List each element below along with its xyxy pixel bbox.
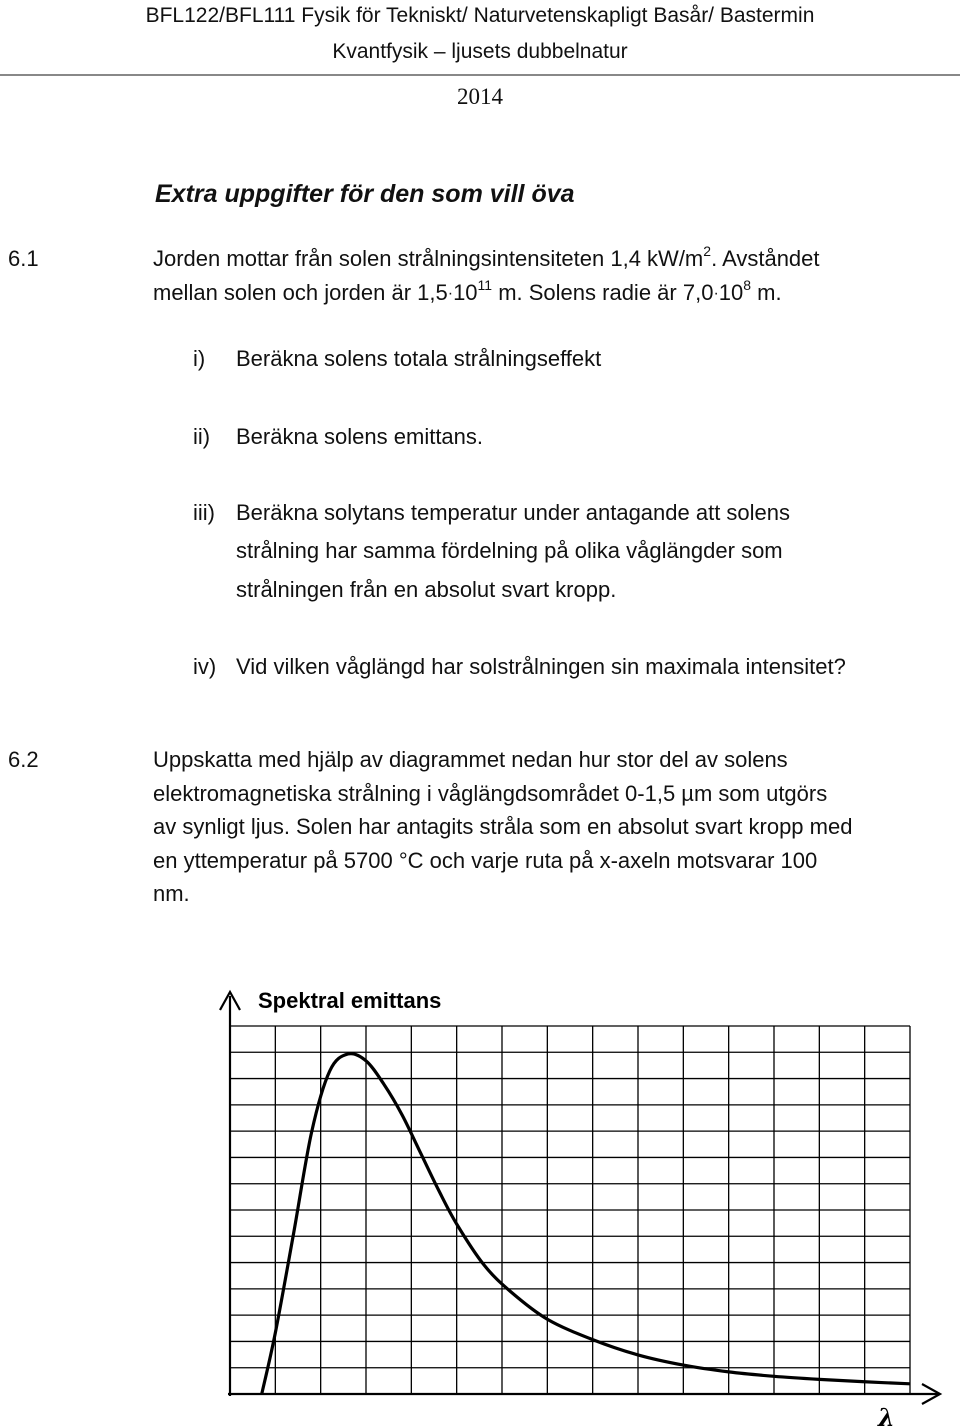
- header-divider: [0, 74, 960, 76]
- problem-62-line-1: Uppskatta med hjälp av diagrammet nedan hur stor del av solens: [153, 747, 788, 772]
- superscript: 8: [743, 276, 752, 293]
- problem-61-text: . Avståndet: [711, 246, 820, 271]
- chart-axes: [220, 992, 940, 1404]
- section-title: Extra uppgifter för den som vill öva: [155, 180, 575, 208]
- item-i-label: i): [193, 346, 206, 371]
- topic-header: Kvantfysik – ljusets dubbelnatur: [332, 40, 628, 63]
- problem-62-line-2: elektromagnetiska strålning i våglängdsområdet 0-1,5 µm som utgörs: [153, 781, 828, 806]
- item-iii-text-line-2: strålning har samma fördelning på olika våglängder som: [236, 538, 783, 563]
- item-iv-text: Vid vilken våglängd har solstrålningen sin maximala intensitet?: [236, 654, 846, 679]
- problem-61-text: 10: [718, 280, 744, 305]
- problem-61-text: m. Solens radie är 7,0: [492, 280, 714, 305]
- problem-61-text: mellan solen och jorden är 1,5: [153, 280, 448, 305]
- item-iii-text-line-3: strålningen från en absolut svart kropp.: [236, 577, 617, 602]
- multiplication-dot: ·: [713, 285, 719, 302]
- problem-61-text: Jorden mottar från solen strålningsintensiteten 1,4 kW/m: [153, 246, 704, 271]
- problem-61-text: m.: [751, 280, 782, 305]
- superscript: 11: [477, 276, 493, 293]
- item-iv-label: iv): [193, 654, 217, 679]
- item-iii-text-line-1: Beräkna solytans temperatur under antagande att solens: [236, 500, 791, 525]
- problem-62-line-4: en yttemperatur på 5700 °C och varje ruta på x-axeln motsvarar 100: [153, 848, 818, 873]
- year-label: 2014: [457, 84, 503, 109]
- problem-61-number: 6.1: [8, 246, 39, 271]
- x-axis-label: λ: [878, 1403, 895, 1428]
- spectral-emittance-chart: [0, 978, 960, 1428]
- item-iii-label: iii): [193, 500, 215, 525]
- item-i-text: Beräkna solens totala strålningseffekt: [236, 346, 602, 371]
- multiplication-dot: ·: [447, 285, 454, 302]
- problem-62-line-5: nm.: [153, 881, 190, 906]
- superscript: 2: [703, 242, 712, 259]
- problem-62-line-3: av synligt ljus. Solen har antagits stråla som en absolut svart kropp med: [153, 814, 853, 839]
- problem-61-text: 10: [453, 280, 478, 305]
- y-axis-label: Spektral emittans: [258, 988, 442, 1013]
- problem-61-line-1: [153, 242, 820, 272]
- course-header: BFL122/BFL111 Fysik för Tekniskt/ Naturvetenskapligt Basår/ Bastermin: [145, 4, 815, 27]
- chart-grid: [230, 1026, 910, 1394]
- problem-61-line-2: [153, 276, 782, 306]
- item-ii-text: Beräkna solens emittans.: [236, 424, 484, 449]
- problem-62-number: 6.2: [8, 747, 39, 772]
- item-ii-label: ii): [193, 424, 211, 449]
